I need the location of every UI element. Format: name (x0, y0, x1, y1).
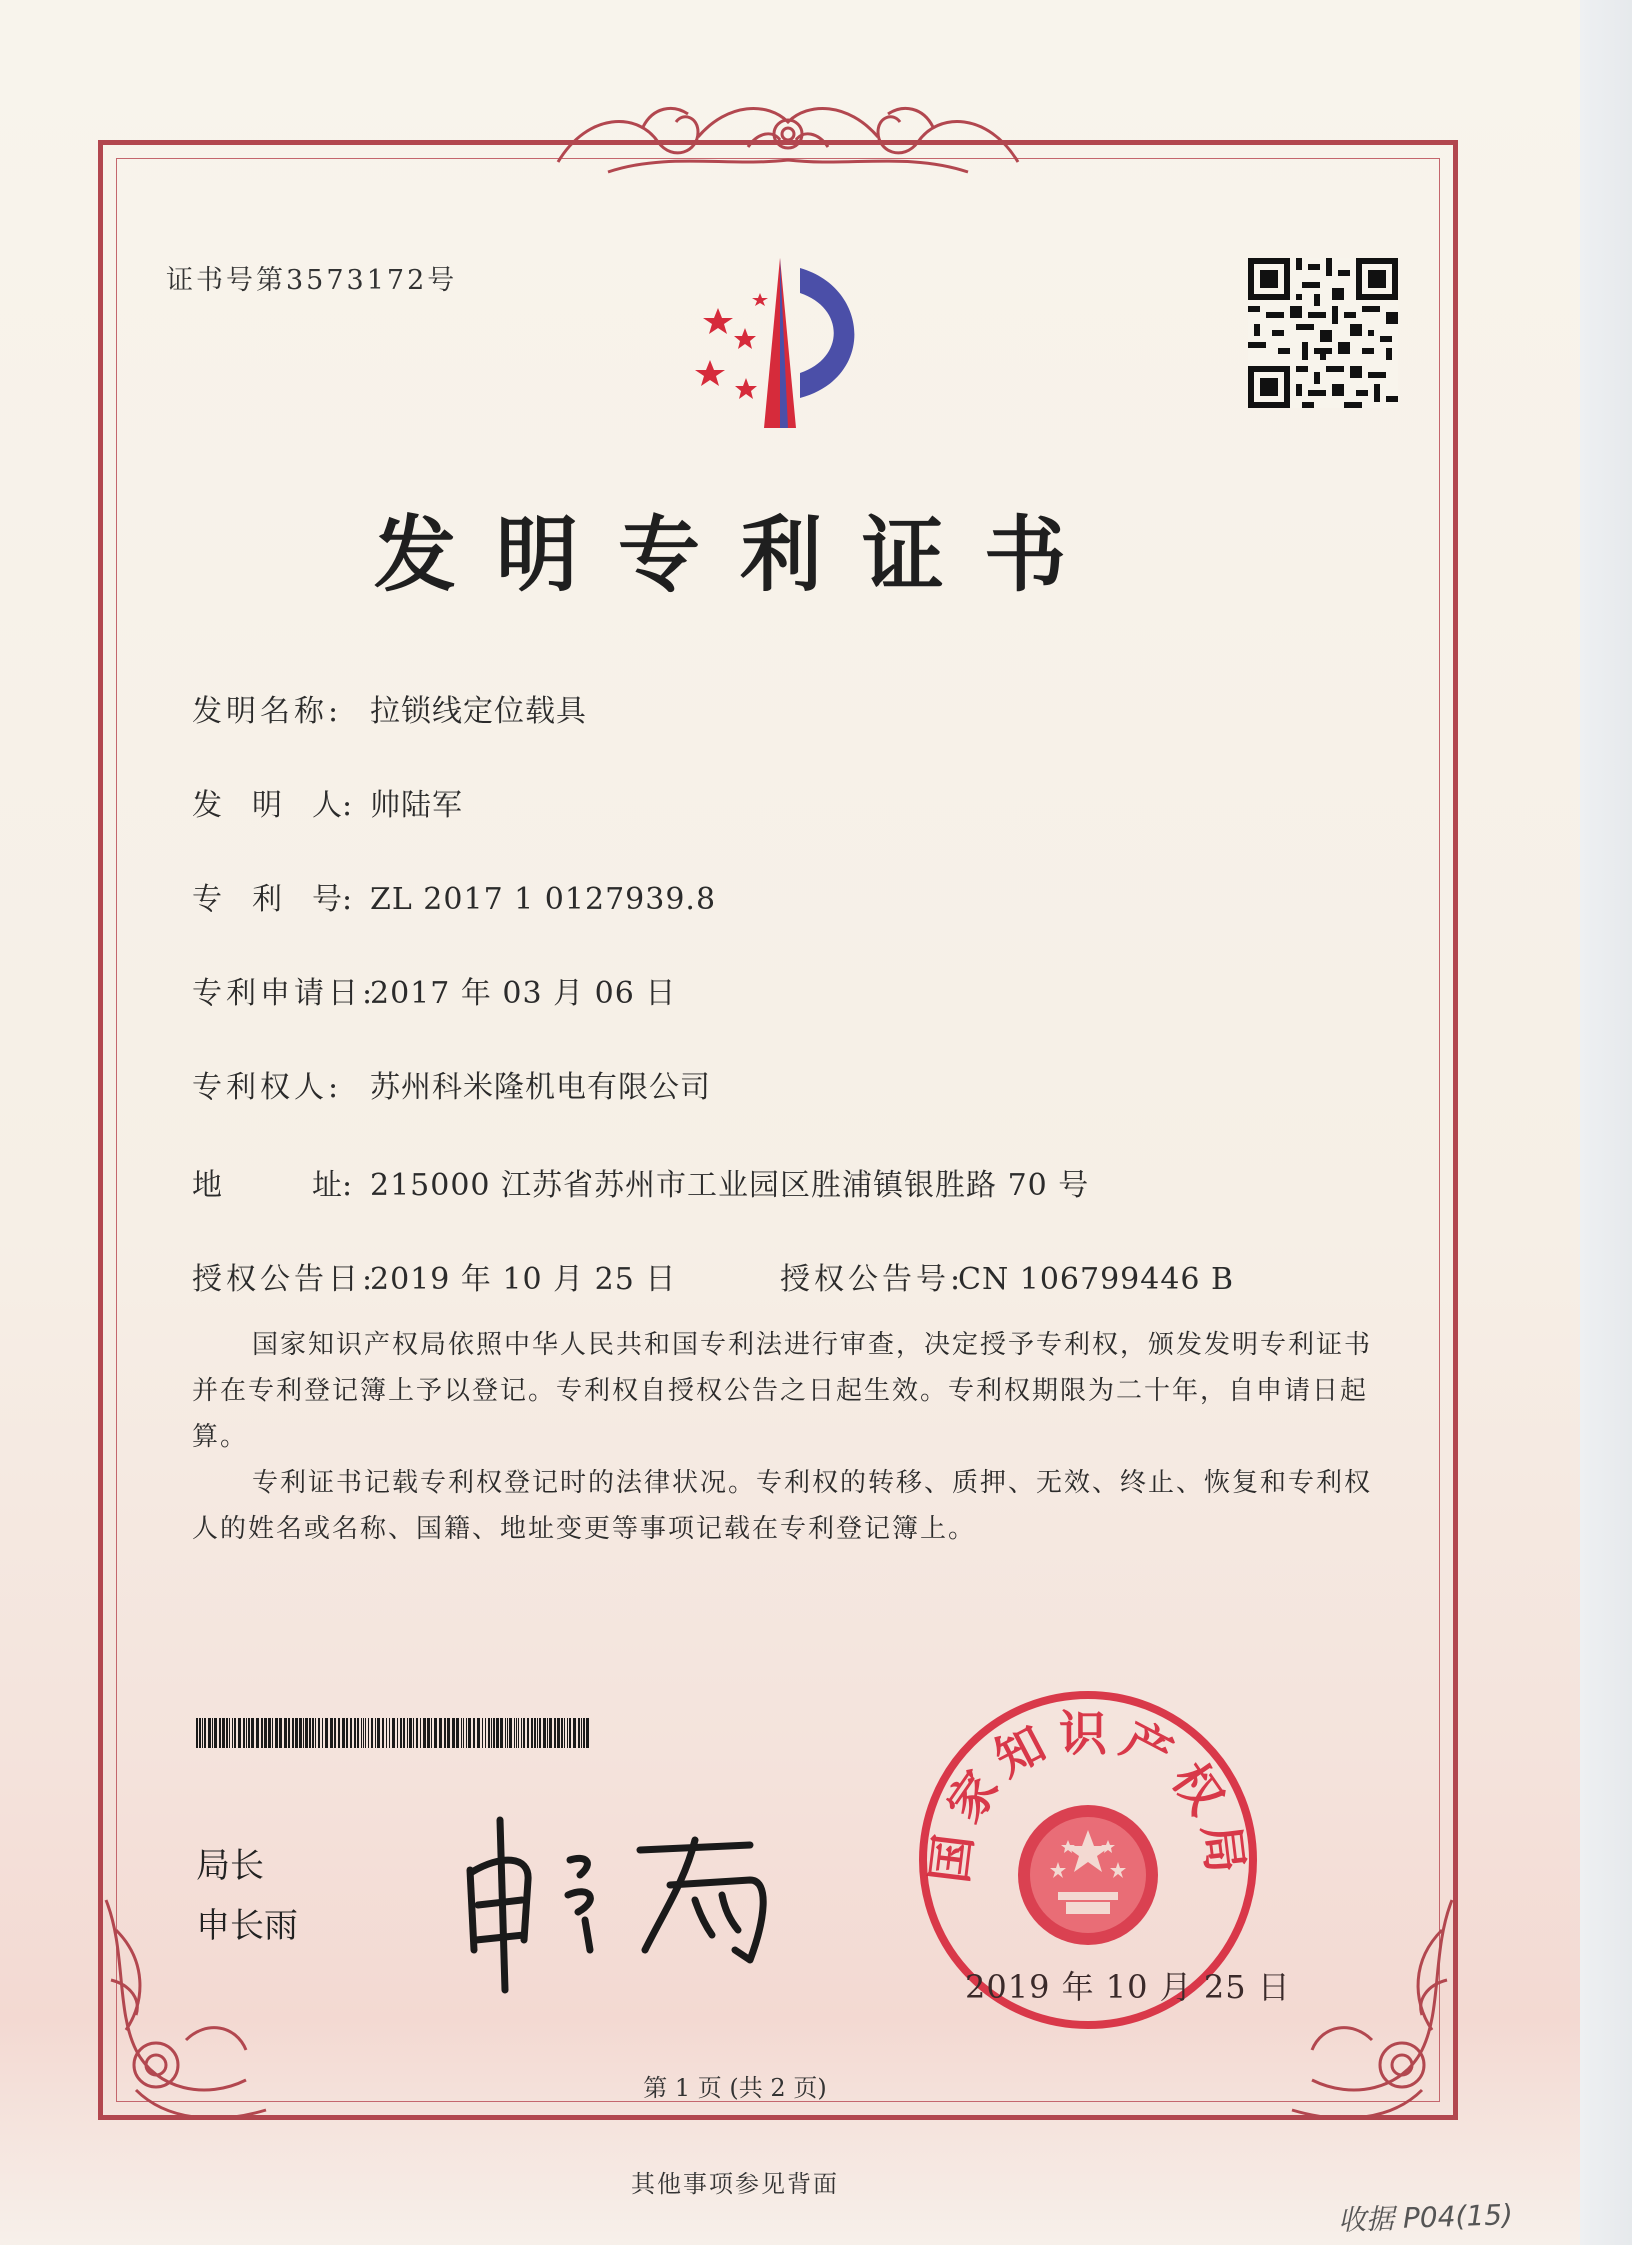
patent-number-label: 专 利 号: (192, 882, 353, 917)
inventor-value: 帅陆军 (370, 788, 463, 823)
qr-code (1248, 258, 1398, 408)
field-inventor (192, 780, 463, 824)
field-patentee (192, 1062, 711, 1106)
director-title: 局长 (196, 1846, 264, 1886)
field-grant-number (780, 1254, 1234, 1298)
top-ornament (548, 92, 1028, 182)
application-date-value: 2017 年 03 月 06 日 (370, 976, 677, 1011)
field-grant-date (192, 1254, 676, 1298)
scan-edge (1580, 0, 1632, 2245)
grant-number-label: 授权公告号: (780, 1262, 965, 1297)
director-signature (450, 1800, 790, 2000)
grant-date-value: 2019 年 10 月 25 日 (370, 1262, 677, 1297)
page-indicator: 第 1 页 (共 2 页) (643, 2074, 827, 2102)
application-date-label: 专利申请日: (192, 976, 377, 1011)
legal-status-statement: 专利证书记载专利权登记时的法律状况。专利权的转移、质押、无效、终止、恢复和专利权人的姓名或名称、国籍、地址变更等事项记载在专利登记簿上。 (192, 1468, 1373, 1544)
address-value: 215000 江苏省苏州市工业园区胜浦镇银胜路 70 号 (370, 1168, 1090, 1203)
seal-text: 国家知识产权局 (921, 1706, 1255, 1886)
invention-name-label: 发明名称: (192, 694, 343, 729)
field-application-date (192, 968, 676, 1012)
inventor-label: 发 明 人: (192, 788, 353, 823)
certificate-title: 发明专利证书 (373, 507, 1106, 603)
barcode (196, 1718, 592, 1748)
field-address (192, 1160, 1089, 1204)
field-invention-name (192, 686, 587, 730)
patentee-label: 专利权人: (192, 1070, 343, 1105)
invention-name-value: 拉锁线定位载具 (370, 694, 587, 729)
handwritten-note: 收据 P04(15) (1337, 2197, 1514, 2238)
grant-date-label: 授权公告日: (192, 1262, 377, 1297)
patentee-value: 苏州科米隆机电有限公司 (370, 1070, 711, 1105)
certificate-number: 证书号第3573172号 (166, 265, 458, 296)
footer-note: 其他事项参见背面 (631, 2170, 839, 2198)
grant-number-value: CN 106799446 B (958, 1262, 1235, 1297)
field-patent-number (192, 874, 716, 918)
patent-office-logo (660, 248, 900, 438)
director-name: 申长雨 (196, 1906, 298, 1946)
address-label: 地 址: (192, 1168, 353, 1203)
seal-date: 2019 年 10 月 25 日 (965, 1968, 1291, 2006)
patent-number-value: ZL 2017 1 0127939.8 (370, 882, 717, 917)
grant-statement: 国家知识产权局依照中华人民共和国专利法进行审查，决定授予专利权，颁发发明专利证书并在专利登记簿上予以登记。专利权自授权公告之日起生效。专利权期限为二十年，自申请日起算。 (192, 1330, 1373, 1452)
